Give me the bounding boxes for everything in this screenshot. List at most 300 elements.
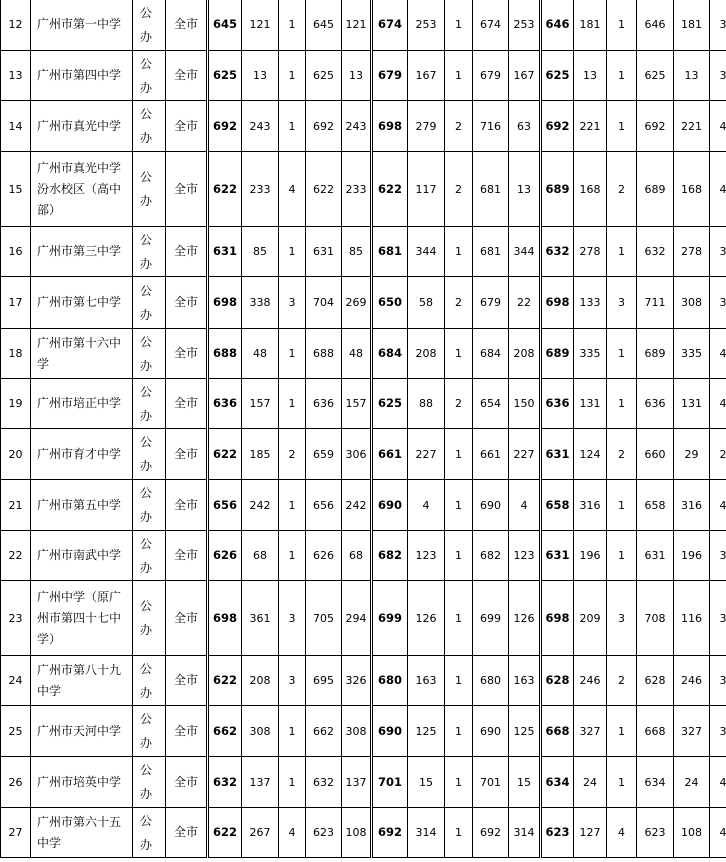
score-cell-b-1: 4 (408, 480, 445, 531)
school-name-cell-text: 广州市第八十九中学 (37, 662, 122, 698)
score-cell-c-0: 698 (541, 581, 574, 656)
score-cell-c-4: 168 (674, 152, 710, 227)
enrollment-area-cell: 全市 (166, 429, 208, 480)
score-cell-b-2: 1 (445, 329, 473, 379)
school-name-cell (31, 757, 133, 808)
score-cell-c-2: 2 (607, 429, 637, 480)
score-cell-c-4: 116 (674, 581, 710, 656)
score-cell-c-0: 689 (541, 329, 574, 379)
school-type-cell-text: 公办 (139, 107, 152, 145)
score-cell-c-0: 625 (541, 51, 574, 101)
score-cell-b-2: 1 (445, 51, 473, 101)
score-cell-b-3: 654 (473, 379, 509, 429)
score-cell-c-1: 127 (574, 808, 607, 858)
school-type-cell (133, 277, 166, 329)
score-cell-a-4: 137 (342, 757, 372, 808)
score-cell-a-2: 3 (279, 581, 306, 656)
table-row (1, 51, 726, 101)
score-cell-c-2: 3 (607, 277, 637, 329)
school-name-cell (31, 329, 133, 379)
score-cell-c-0: 631 (541, 531, 574, 581)
school-type-cell (133, 101, 166, 152)
score-cell-b-1: 208 (408, 329, 445, 379)
row-number-cell: 13 (1, 51, 31, 101)
score-cell-a-4: 233 (342, 152, 372, 227)
score-cell-a-2: 1 (279, 531, 306, 581)
score-cell-c-3: 634 (637, 757, 674, 808)
row-number-cell: 22 (1, 531, 31, 581)
score-cell-a-1: 233 (242, 152, 279, 227)
score-cell-c-2: 2 (607, 656, 637, 706)
enrollment-area-cell: 全市 (166, 480, 208, 531)
score-cell-b-3: 699 (473, 581, 509, 656)
score-cell-b-2: 1 (445, 808, 473, 858)
score-cell-c-0: 668 (541, 706, 574, 757)
score-cell-c-3: 689 (637, 152, 674, 227)
school-type-cell (133, 531, 166, 581)
score-cell-c-5: 3 (710, 706, 726, 757)
row-number-cell: 16 (1, 227, 31, 277)
score-cell-c-4: 131 (674, 379, 710, 429)
score-cell-b-3: 692 (473, 808, 509, 858)
enrollment-area-cell: 全市 (166, 706, 208, 757)
score-cell-a-0: 622 (208, 656, 242, 706)
school-type-cell-text: 公办 (139, 283, 152, 322)
school-name-cell-text: 广州中学（原广州市第四十七中学） (37, 589, 122, 646)
score-cell-b-0: 680 (372, 656, 408, 706)
school-type-cell-text: 公办 (139, 334, 152, 373)
school-name-cell-text: 广州市培英中学 (37, 774, 122, 789)
score-cell-c-4: 29 (674, 429, 710, 480)
score-cell-a-0: 662 (208, 706, 242, 757)
score-cell-b-2: 1 (445, 656, 473, 706)
school-type-cell-text: 公办 (139, 170, 152, 208)
score-cell-c-2: 1 (607, 227, 637, 277)
score-cell-c-5: 3 (710, 531, 726, 581)
score-cell-a-0: 645 (208, 0, 242, 51)
score-cell-a-1: 68 (242, 531, 279, 581)
score-cell-c-0: 632 (541, 227, 574, 277)
enrollment-area-cell: 全市 (166, 51, 208, 101)
row-number-cell: 19 (1, 379, 31, 429)
table-row (1, 277, 726, 329)
score-cell-c-3: 632 (637, 227, 674, 277)
score-cell-c-1: 24 (574, 757, 607, 808)
score-cell-a-2: 3 (279, 656, 306, 706)
school-type-cell (133, 480, 166, 531)
score-cell-b-4: 125 (509, 706, 541, 757)
score-cell-b-3: 682 (473, 531, 509, 581)
school-name-cell (31, 581, 133, 656)
score-cell-c-0: 634 (541, 757, 574, 808)
score-cell-c-5: 4 (710, 379, 726, 429)
row-number-cell: 18 (1, 329, 31, 379)
score-cell-b-4: 344 (509, 227, 541, 277)
score-cell-a-1: 48 (242, 329, 279, 379)
score-cell-a-0: 698 (208, 277, 242, 329)
score-cell-a-4: 242 (342, 480, 372, 531)
score-cell-b-4: 13 (509, 152, 541, 227)
school-name-cell (31, 480, 133, 531)
enrollment-area-cell: 全市 (166, 757, 208, 808)
score-cell-b-0: 622 (372, 152, 408, 227)
row-number-cell: 15 (1, 152, 31, 227)
score-cell-c-4: 108 (674, 808, 710, 858)
score-cell-a-0: 688 (208, 329, 242, 379)
score-cell-a-2: 1 (279, 706, 306, 757)
school-type-cell-text: 公办 (139, 56, 152, 95)
score-cell-c-0: 636 (541, 379, 574, 429)
score-cell-a-3: 632 (306, 757, 342, 808)
table-body (1, 0, 726, 858)
score-cell-b-2: 1 (445, 757, 473, 808)
table-row (1, 531, 726, 581)
score-cell-b-4: 4 (509, 480, 541, 531)
score-cell-b-0: 701 (372, 757, 408, 808)
score-cell-a-1: 308 (242, 706, 279, 757)
score-cell-a-3: 692 (306, 101, 342, 152)
score-cell-a-3: 659 (306, 429, 342, 480)
enrollment-area-cell: 全市 (166, 581, 208, 656)
row-number-cell: 14 (1, 101, 31, 152)
score-cell-b-4: 167 (509, 51, 541, 101)
school-name-cell-text: 广州市第四中学 (37, 68, 122, 82)
score-cell-a-4: 308 (342, 706, 372, 757)
score-cell-b-4: 208 (509, 329, 541, 379)
score-cell-b-2: 1 (445, 480, 473, 531)
enrollment-area-cell: 全市 (166, 656, 208, 706)
score-cell-b-3: 680 (473, 656, 509, 706)
score-cell-b-3: 684 (473, 329, 509, 379)
enrollment-area-cell: 全市 (166, 531, 208, 581)
score-cell-c-2: 1 (607, 706, 637, 757)
school-type-cell-text: 公办 (139, 536, 152, 575)
score-cell-a-2: 1 (279, 757, 306, 808)
score-cell-c-2: 4 (607, 808, 637, 858)
score-cell-b-1: 167 (408, 51, 445, 101)
score-cell-c-5: 4 (710, 757, 726, 808)
score-cell-a-4: 108 (342, 808, 372, 858)
school-type-cell (133, 329, 166, 379)
score-cell-b-3: 679 (473, 51, 509, 101)
score-cell-c-5: 4 (710, 101, 726, 152)
score-cell-b-4: 150 (509, 379, 541, 429)
table-row (1, 480, 726, 531)
score-cell-b-2: 2 (445, 152, 473, 227)
school-name-cell (31, 808, 133, 858)
score-cell-b-1: 279 (408, 101, 445, 152)
school-type-cell-text: 公办 (139, 661, 152, 700)
school-type-cell (133, 656, 166, 706)
school-type-cell (133, 152, 166, 227)
enrollment-area-cell: 全市 (166, 808, 208, 858)
score-cell-c-4: 327 (674, 706, 710, 757)
score-cell-b-0: 681 (372, 227, 408, 277)
score-cell-b-1: 314 (408, 808, 445, 858)
score-cell-c-3: 646 (637, 0, 674, 51)
score-cell-c-2: 1 (607, 480, 637, 531)
score-cell-b-0: 650 (372, 277, 408, 329)
enrollment-area-cell: 全市 (166, 101, 208, 152)
score-cell-b-3: 690 (473, 480, 509, 531)
score-cell-a-4: 326 (342, 656, 372, 706)
score-cell-b-0: 690 (372, 480, 408, 531)
score-cell-c-4: 181 (674, 0, 710, 51)
school-name-cell (31, 227, 133, 277)
score-cell-b-3: 716 (473, 101, 509, 152)
row-number-cell: 23 (1, 581, 31, 656)
row-number-cell: 20 (1, 429, 31, 480)
school-type-cell (133, 379, 166, 429)
school-type-cell (133, 757, 166, 808)
school-type-cell (133, 51, 166, 101)
score-cell-c-3: 692 (637, 101, 674, 152)
score-cell-b-4: 314 (509, 808, 541, 858)
score-cell-a-2: 1 (279, 51, 306, 101)
school-name-cell-text: 广州市育才中学 (37, 446, 122, 461)
score-cell-c-0: 698 (541, 277, 574, 329)
score-cell-a-1: 185 (242, 429, 279, 480)
table-row (1, 101, 726, 152)
table-row (1, 329, 726, 379)
score-cell-a-0: 636 (208, 379, 242, 429)
score-cell-a-3: 623 (306, 808, 342, 858)
score-cell-a-3: 705 (306, 581, 342, 656)
score-cell-b-3: 674 (473, 0, 509, 51)
score-cell-c-0: 689 (541, 152, 574, 227)
enrollment-area-cell: 全市 (166, 227, 208, 277)
school-name-cell-text: 广州市真光中学汾水校区（高中部） (37, 160, 122, 217)
score-cell-a-0: 622 (208, 808, 242, 858)
score-cell-c-5: 4 (710, 808, 726, 858)
score-cell-c-1: 131 (574, 379, 607, 429)
score-cell-c-2: 1 (607, 51, 637, 101)
score-cell-c-4: 13 (674, 51, 710, 101)
score-cell-a-0: 626 (208, 531, 242, 581)
score-cell-b-2: 1 (445, 581, 473, 656)
score-cell-a-3: 656 (306, 480, 342, 531)
score-cell-a-1: 157 (242, 379, 279, 429)
school-name-cell (31, 656, 133, 706)
score-cell-b-3: 690 (473, 706, 509, 757)
score-cell-b-0: 679 (372, 51, 408, 101)
score-cell-c-2: 3 (607, 581, 637, 656)
score-cell-b-2: 1 (445, 0, 473, 51)
score-cell-a-3: 645 (306, 0, 342, 51)
score-cell-c-1: 168 (574, 152, 607, 227)
score-cell-c-0: 658 (541, 480, 574, 531)
table-row (1, 656, 726, 706)
score-cell-b-1: 125 (408, 706, 445, 757)
score-cell-a-4: 294 (342, 581, 372, 656)
score-cell-c-1: 335 (574, 329, 607, 379)
score-cell-a-1: 267 (242, 808, 279, 858)
score-cell-c-3: 631 (637, 531, 674, 581)
score-cell-a-2: 4 (279, 152, 306, 227)
score-cell-a-1: 338 (242, 277, 279, 329)
score-cell-a-3: 631 (306, 227, 342, 277)
score-cell-a-0: 698 (208, 581, 242, 656)
score-cell-b-3: 681 (473, 227, 509, 277)
score-cell-a-3: 625 (306, 51, 342, 101)
school-name-cell (31, 429, 133, 480)
school-name-cell-text: 广州市培正中学 (37, 396, 122, 410)
score-cell-c-4: 221 (674, 101, 710, 152)
score-cell-c-5: 2 (710, 429, 726, 480)
score-cell-c-4: 316 (674, 480, 710, 531)
score-cell-c-1: 278 (574, 227, 607, 277)
row-number-cell: 21 (1, 480, 31, 531)
score-cell-c-2: 1 (607, 101, 637, 152)
school-type-cell-text: 公办 (139, 384, 152, 423)
score-cell-a-0: 692 (208, 101, 242, 152)
score-cell-a-4: 306 (342, 429, 372, 480)
score-cell-a-1: 121 (242, 0, 279, 51)
school-name-cell (31, 277, 133, 329)
score-cell-a-1: 13 (242, 51, 279, 101)
score-cell-b-0: 661 (372, 429, 408, 480)
school-type-cell-text: 公办 (139, 712, 152, 750)
score-cell-c-4: 308 (674, 277, 710, 329)
school-type-cell-text: 公办 (139, 599, 152, 637)
score-cell-c-1: 209 (574, 581, 607, 656)
score-cell-c-1: 13 (574, 51, 607, 101)
score-cell-c-1: 246 (574, 656, 607, 706)
score-cell-c-2: 1 (607, 329, 637, 379)
score-cell-b-2: 2 (445, 101, 473, 152)
score-cell-a-2: 1 (279, 101, 306, 152)
school-name-cell (31, 152, 133, 227)
score-cell-b-4: 253 (509, 0, 541, 51)
score-cell-a-0: 656 (208, 480, 242, 531)
score-cell-c-0: 623 (541, 808, 574, 858)
score-cell-b-4: 15 (509, 757, 541, 808)
score-cell-c-3: 689 (637, 329, 674, 379)
score-cell-b-1: 58 (408, 277, 445, 329)
score-cell-c-1: 327 (574, 706, 607, 757)
enrollment-area-cell: 全市 (166, 379, 208, 429)
score-cell-b-0: 699 (372, 581, 408, 656)
row-number-cell: 24 (1, 656, 31, 706)
school-name-cell (31, 706, 133, 757)
school-name-cell-text: 广州市第三中学 (37, 244, 122, 258)
score-cell-c-1: 124 (574, 429, 607, 480)
score-cell-b-1: 88 (408, 379, 445, 429)
row-number-cell: 27 (1, 808, 31, 858)
score-cell-c-5: 3 (710, 277, 726, 329)
score-cell-a-4: 68 (342, 531, 372, 581)
table-row (1, 706, 726, 757)
table-row (1, 808, 726, 858)
school-type-cell (133, 429, 166, 480)
score-cell-c-3: 660 (637, 429, 674, 480)
score-cell-c-5: 4 (710, 152, 726, 227)
school-name-cell-text: 广州市南武中学 (37, 548, 122, 562)
score-cell-b-0: 692 (372, 808, 408, 858)
score-cell-c-4: 278 (674, 227, 710, 277)
score-cell-c-0: 631 (541, 429, 574, 480)
enrollment-area-cell: 全市 (166, 329, 208, 379)
score-cell-a-3: 622 (306, 152, 342, 227)
score-cell-c-2: 2 (607, 152, 637, 227)
score-cell-c-0: 646 (541, 0, 574, 51)
score-cell-c-1: 221 (574, 101, 607, 152)
score-cell-c-1: 316 (574, 480, 607, 531)
score-cell-a-2: 3 (279, 277, 306, 329)
score-cell-a-4: 48 (342, 329, 372, 379)
school-name-cell-text: 广州市第十六中学 (37, 335, 122, 371)
score-cell-a-1: 85 (242, 227, 279, 277)
score-cell-b-4: 123 (509, 531, 541, 581)
school-name-cell-text: 广州市第七中学 (37, 295, 122, 309)
score-cell-b-1: 123 (408, 531, 445, 581)
score-cell-a-1: 361 (242, 581, 279, 656)
row-number-cell: 25 (1, 706, 31, 757)
score-cell-a-4: 269 (342, 277, 372, 329)
score-cell-a-4: 243 (342, 101, 372, 152)
score-cell-c-0: 628 (541, 656, 574, 706)
score-cell-a-0: 631 (208, 227, 242, 277)
score-cell-c-4: 335 (674, 329, 710, 379)
school-name-cell-text: 广州市第一中学 (37, 17, 122, 31)
score-cell-a-4: 121 (342, 0, 372, 51)
score-cell-c-5: 3 (710, 0, 726, 51)
score-cell-b-0: 682 (372, 531, 408, 581)
score-cell-b-0: 698 (372, 101, 408, 152)
score-cell-a-1: 208 (242, 656, 279, 706)
score-cell-c-2: 1 (607, 757, 637, 808)
score-cell-c-3: 625 (637, 51, 674, 101)
score-cell-a-3: 688 (306, 329, 342, 379)
score-cell-b-1: 126 (408, 581, 445, 656)
school-type-cell (133, 581, 166, 656)
score-cell-c-3: 668 (637, 706, 674, 757)
score-cell-c-3: 628 (637, 656, 674, 706)
score-cell-c-5: 3 (710, 227, 726, 277)
score-cell-b-1: 344 (408, 227, 445, 277)
enrollment-area-cell: 全市 (166, 0, 208, 51)
score-cell-b-4: 227 (509, 429, 541, 480)
score-cell-a-2: 2 (279, 429, 306, 480)
score-cell-c-5: 3 (710, 51, 726, 101)
score-cell-a-0: 622 (208, 429, 242, 480)
school-type-cell (133, 808, 166, 858)
score-cell-a-4: 13 (342, 51, 372, 101)
score-cell-c-3: 623 (637, 808, 674, 858)
score-cell-b-2: 2 (445, 277, 473, 329)
score-cell-c-1: 196 (574, 531, 607, 581)
row-number-cell: 26 (1, 757, 31, 808)
school-type-cell-text: 公办 (139, 813, 152, 852)
score-cell-a-4: 157 (342, 379, 372, 429)
school-name-cell-text: 广州市天河中学 (37, 723, 122, 738)
score-cell-b-1: 15 (408, 757, 445, 808)
enrollment-area-cell: 全市 (166, 277, 208, 329)
score-cell-a-2: 1 (279, 480, 306, 531)
score-cell-c-4: 246 (674, 656, 710, 706)
score-cell-c-3: 708 (637, 581, 674, 656)
score-cell-a-1: 242 (242, 480, 279, 531)
score-cell-a-0: 625 (208, 51, 242, 101)
score-cell-b-3: 701 (473, 757, 509, 808)
score-cell-b-3: 681 (473, 152, 509, 227)
score-cell-c-3: 658 (637, 480, 674, 531)
school-type-cell-text: 公办 (139, 5, 152, 44)
score-cell-a-2: 1 (279, 227, 306, 277)
score-cell-a-4: 85 (342, 227, 372, 277)
school-name-cell-text: 广州市第五中学 (37, 497, 122, 512)
school-name-cell (31, 101, 133, 152)
